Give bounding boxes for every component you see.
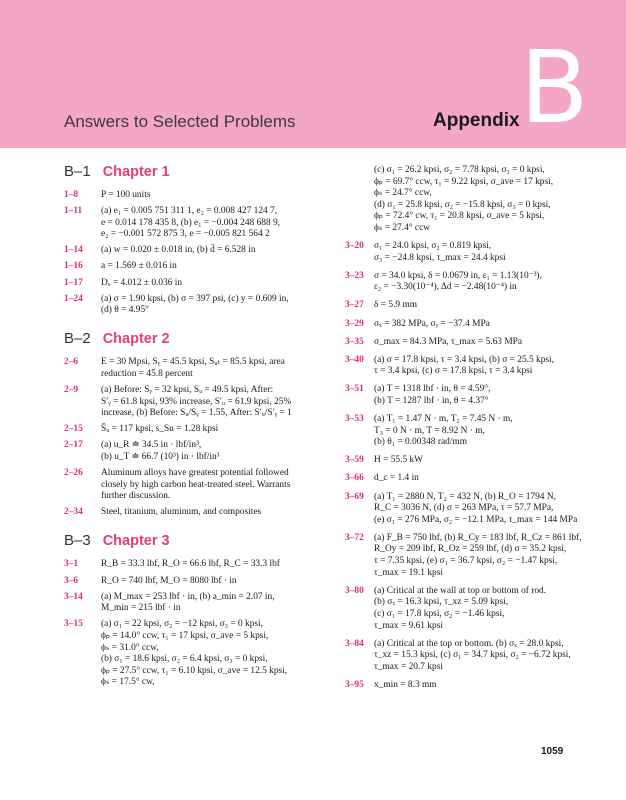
answer-text: σ_max = 84.3 MPa, τ_max = 5.63 MPa bbox=[374, 336, 523, 347]
answer-text: (c) σ₁ = 26.2 kpsi, σ₂ = 7.78 kpsi, σ₃ = 0 kpsi, bbox=[374, 165, 545, 175]
answer-text: d_c = 1.4 in bbox=[374, 473, 419, 484]
answer-text: ϕₛ = 17.5° cw, bbox=[101, 677, 155, 688]
problem-number: 1–17 bbox=[64, 277, 83, 288]
page-number: 1059 bbox=[541, 746, 564, 757]
problem-number: 3–40 bbox=[345, 354, 364, 365]
problem-number: 3–29 bbox=[345, 318, 364, 329]
answer-entry bbox=[345, 680, 577, 692]
answer-entry bbox=[64, 294, 326, 317]
chapter-heading bbox=[64, 163, 326, 184]
answer-entry bbox=[345, 639, 577, 674]
answer-text: ϕₚ = 69.7° ccw, τ₁ = 9.22 kpsi, σ_ave = 17 kpsi, bbox=[374, 176, 554, 187]
answer-text: R_Oy = 209 lbf, R_Oz = 259 lbf, (d) σ = 35.2 kpsi, bbox=[374, 544, 567, 555]
problem-number: 1–24 bbox=[64, 293, 83, 304]
answer-text: τ = 3.4 kpsi, (c) σ = 17.8 kpsi, τ = 3.4 kpsi bbox=[374, 366, 533, 377]
answer-entry bbox=[64, 559, 326, 571]
answer-text: (a) σ = 17.8 kpsi, τ = 3.4 kpsi, (b) σ = 25.5 kpsi, bbox=[374, 354, 554, 365]
answer-entry bbox=[345, 532, 582, 579]
problem-number: 3–14 bbox=[64, 591, 83, 602]
answer-text: (a) e₁ = 0.005 751 311 1, e₂ = 0.008 427 124 7, bbox=[101, 206, 278, 217]
answer-text: σₓ = 382 MPa, σᵧ = −37.4 MPa bbox=[374, 318, 490, 329]
answer-entry bbox=[345, 455, 577, 467]
appendix-letter: B bbox=[520, 29, 589, 146]
answer-entry bbox=[64, 619, 326, 689]
answer-text: ϕₛ = 27.4° ccw bbox=[374, 222, 430, 233]
problem-number: 2–15 bbox=[64, 424, 83, 435]
answer-text: (a) σ₁ = 22 kpsi, σ₂ = −12 kpsi, σ₃ = 0 kpsi, bbox=[101, 619, 263, 630]
problem-number: 3–6 bbox=[64, 575, 79, 586]
answer-text: (a) T₁ = 2880 N, T₂ = 432 N, (b) R_O = 1794 N, bbox=[374, 491, 556, 502]
problem-number: 3–51 bbox=[345, 384, 364, 395]
answer-entry bbox=[345, 384, 577, 407]
answer-text: H = 55.5 kW bbox=[374, 455, 424, 466]
answer-text: (a) T₁ = 1.47 N · m, T₂ = 7.45 N · m, bbox=[374, 414, 513, 425]
problem-number: 3–15 bbox=[64, 619, 83, 630]
answer-text: Dₒ = 4.012 ± 0.036 in bbox=[101, 277, 183, 288]
answer-text: (a) w = 0.020 ± 0.018 in, (b) d̄ = 6.528 in bbox=[101, 245, 256, 256]
answer-entry bbox=[345, 319, 577, 331]
answer-entry bbox=[345, 355, 577, 378]
answer-text: Steel, titanium, aluminum, and composites bbox=[101, 507, 262, 518]
problem-number: 3–1 bbox=[64, 559, 79, 570]
right-column bbox=[345, 165, 582, 698]
answer-text: S′ᵧ = 61.8 kpsi, 93% increase, S′ᵤ = 61.9 kpsi, 25% bbox=[101, 396, 292, 407]
answer-text: closely by high carbon heat-treated steel. Warrants bbox=[101, 479, 291, 490]
answer-text: τ_xz = 15.3 kpsi, (c) σ₁ = 34.7 kpsi, σ₂ = −6.72 kpsi, bbox=[374, 650, 571, 661]
answer-entry bbox=[345, 165, 577, 235]
answer-text: e₂ = −0.001 572 875 3, e = −0.005 821 564 2 bbox=[101, 229, 270, 240]
problem-number: 1–16 bbox=[64, 261, 83, 272]
answer-text: σ₁ = 24.0 kpsi, σ₂ = 0.819 kpsi, bbox=[374, 241, 492, 252]
answer-text: τ_max = 20.7 kpsi bbox=[374, 661, 443, 672]
problem-number: 3–66 bbox=[345, 473, 364, 484]
answer-entry bbox=[64, 385, 326, 420]
answer-entry bbox=[345, 241, 577, 264]
problem-number: 3–69 bbox=[345, 491, 364, 502]
answer-text: (b) σ₁ = 18.6 kpsi, σ₂ = 6.4 kpsi, σ₃ = 0 kpsi, bbox=[101, 654, 268, 665]
answer-entry bbox=[64, 278, 326, 290]
answer-text: R_B = 33.3 lbf, R_O = 66.6 lbf, R_C = 33.3 lbf bbox=[101, 559, 280, 570]
chapter-name: Chapter 2 bbox=[102, 331, 170, 348]
answer-text: (a) Critical at the wall at top or bottom of rod. bbox=[374, 585, 547, 596]
answer-entry bbox=[345, 300, 577, 312]
answer-text: τ_max = 19.1 kpsi bbox=[374, 567, 443, 578]
answer-entry bbox=[345, 271, 577, 294]
section-number: B–1 bbox=[64, 163, 91, 180]
answer-text: R_C = 3036 N, (d) σ = 263 MPa, τ = 57.7 MPa, bbox=[374, 503, 554, 514]
problem-number: 3–20 bbox=[345, 241, 364, 252]
answer-entry bbox=[345, 492, 577, 527]
answer-text: ϕₚ = 72.4° cw, τ₁ = 20.8 kpsi, σ_ave = 5 kpsi, bbox=[374, 211, 545, 222]
problem-number: 2–9 bbox=[64, 385, 79, 396]
answer-entry bbox=[345, 414, 577, 449]
answer-text: σ₃ = −24.8 kpsi, τ_max = 24.4 kpsi bbox=[374, 252, 506, 263]
appendix-label: Appendix bbox=[433, 110, 520, 131]
answer-entry bbox=[64, 206, 326, 241]
problem-number: 1–11 bbox=[64, 206, 83, 217]
answer-text: (a) Critical at the top or bottom. (b) σₓ = 28.0 kpsi, bbox=[374, 638, 564, 649]
problem-number: 3–27 bbox=[345, 300, 364, 311]
answer-text: further discussion. bbox=[101, 491, 171, 502]
answer-text: ε₂ = −3.30(10⁻⁴), Δd = −2.48(10⁻⁴) in bbox=[374, 282, 517, 293]
answer-text: (b) σₓ = 16.3 kpsi, τ_xz = 5.09 kpsi, bbox=[374, 597, 509, 608]
answer-text: a = 1.569 ± 0.016 in bbox=[101, 261, 177, 272]
answer-text: (a) Before: Sᵧ = 32 kpsi, Sᵤ = 49.5 kpsi, After: bbox=[101, 385, 274, 396]
answer-text: (a) M_max = 253 lbf · in, (b) a_min = 2.07 in, bbox=[101, 591, 275, 602]
answer-text: (c) σ₁ = 17.8 kpsi, σ₂ = −1.46 kpsi, bbox=[374, 608, 505, 619]
answer-text: T₃ = 0 N · m, T = 8.92 N · m, bbox=[374, 425, 485, 436]
problem-number: 2–17 bbox=[64, 440, 83, 451]
problem-number: 3–95 bbox=[345, 679, 364, 690]
problem-number: 3–59 bbox=[345, 455, 364, 466]
answer-text: (a) F_B = 750 lbf, (b) R_Cy = 183 lbf, R_Cz = 861 lbf, bbox=[374, 532, 582, 543]
problem-number: 1–8 bbox=[64, 190, 79, 200]
header-banner bbox=[0, 0, 626, 148]
answer-text: ϕₛ = 31.0° ccw, bbox=[101, 642, 159, 653]
answer-text: Aluminum alloys have greatest potential followed bbox=[101, 468, 289, 479]
problem-number: 3–72 bbox=[345, 532, 364, 543]
problem-number: 3–84 bbox=[345, 638, 364, 649]
answer-entry bbox=[345, 586, 577, 632]
answer-text: reduction = 45.8 percent bbox=[101, 368, 193, 379]
answer-entry bbox=[345, 337, 577, 349]
answer-text: τ = 7.35 kpsi, (e) σ₁ = 36.7 kpsi, σ₂ = −1.47 kpsi, bbox=[374, 556, 558, 567]
answer-entry bbox=[345, 473, 577, 485]
chapter-heading bbox=[64, 330, 326, 351]
answer-text: x_min = 8.3 mm bbox=[374, 679, 437, 690]
problem-number: 2–26 bbox=[64, 468, 83, 479]
answer-text: (a) σ = 1.90 kpsi, (b) σ = 397 psi, (c) y = 0.609 in, bbox=[101, 293, 289, 304]
answer-text: (b) θ₁ = 0.00348 rad/mm bbox=[374, 437, 467, 448]
answer-text: ϕₚ = 14.0° ccw, τ₁ = 17 kpsi, σ_ave = 5 kpsi, bbox=[101, 630, 269, 641]
chapter-heading bbox=[64, 532, 326, 553]
answer-text: (b) T = 1287 lbf · in, θ = 4.37° bbox=[374, 396, 489, 406]
answer-text: τ_max = 9.61 kpsi bbox=[374, 620, 443, 631]
answer-text: M_min = 215 lbf · in bbox=[101, 603, 181, 614]
answer-text: P = 100 units bbox=[101, 190, 151, 200]
section-number: B–2 bbox=[64, 330, 91, 348]
answer-entry bbox=[64, 440, 326, 463]
answer-text: (a) T = 1318 lbf · in, θ = 4.59°, bbox=[374, 384, 491, 395]
answer-entry bbox=[64, 468, 326, 503]
left-column bbox=[64, 163, 326, 693]
problem-number: 2–6 bbox=[64, 357, 79, 368]
section-number: B–3 bbox=[64, 532, 91, 550]
answer-entry bbox=[64, 261, 326, 273]
page-title: Answers to Selected Problems bbox=[64, 112, 296, 131]
problem-number: 3–80 bbox=[345, 585, 364, 596]
answer-entry bbox=[64, 245, 326, 257]
answer-text: (d) σ₁ = 25.8 kpsi, σ₂ = −15.8 kpsi, σ₃ = 0 kpsi, bbox=[374, 199, 551, 210]
problem-number: 2–34 bbox=[64, 507, 83, 518]
answer-entry bbox=[64, 424, 326, 436]
answer-text: (d) θ = 4.95° bbox=[101, 305, 149, 316]
answer-text: ϕₚ = 27.5° ccw, τ₁ = 6.10 kpsi, σ_ave = 12.5 kpsi, bbox=[101, 665, 288, 676]
answer-entry bbox=[64, 592, 326, 615]
chapter-name: Chapter 3 bbox=[102, 533, 170, 550]
answer-text: R_O = 740 lbf, M_O = 8080 lbf · in bbox=[101, 575, 237, 586]
answer-text: δ = 5.9 mm bbox=[374, 300, 418, 311]
answer-text: increase, (b) Before: Sᵤ/Sᵧ = 1.55, After: S′ᵤ/S′ᵧ = 1 bbox=[101, 408, 292, 419]
answer-text: E = 30 Mpsi, Sᵧ = 45.5 kpsi, Sᵤₜ = 85.5 kpsi, area bbox=[101, 357, 285, 368]
answer-text: e = 0.014 178 435 8, (b) e₁ = −0.004 248 688 9, bbox=[101, 217, 281, 228]
answer-entry bbox=[64, 576, 326, 588]
problem-number: 1–14 bbox=[64, 245, 83, 256]
answer-text: (a) u_R ≐ 34.5 in · lbf/in³, bbox=[101, 440, 202, 451]
answer-entry bbox=[64, 357, 326, 380]
chapter-name: Chapter 1 bbox=[102, 164, 170, 180]
problem-number: 3–23 bbox=[345, 270, 364, 281]
problem-number: 3–35 bbox=[345, 336, 364, 347]
answer-text: S̄ᵤ = 117 kpsi, s_Su = 1.28 kpsi bbox=[101, 424, 219, 435]
answer-text: σ = 34.0 kpsi, δ = 0.0679 in, ε₁ = 1.13(10⁻³), bbox=[374, 270, 542, 281]
problem-number: 3–53 bbox=[345, 414, 364, 425]
answer-text: (b) u_T ≐ 66.7 (10³) in · lbf/in³ bbox=[101, 452, 220, 462]
answer-entry bbox=[64, 190, 326, 202]
answer-entry bbox=[64, 507, 326, 519]
answer-text: (e) σ₁ = 276 MPa, σ₂ = −12.1 MPa, τ_max = 144 MPa bbox=[374, 514, 578, 525]
answer-text: ϕₛ = 24.7° ccw, bbox=[374, 188, 432, 199]
